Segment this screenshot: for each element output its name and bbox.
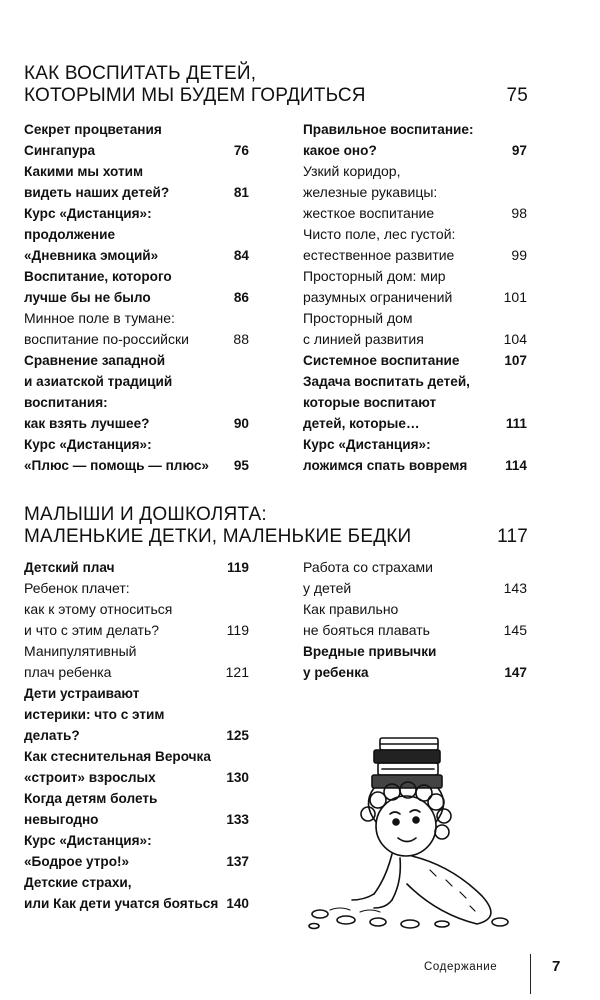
toc-entry-text: железные рукавицы: xyxy=(303,184,438,200)
toc-entry-line xyxy=(24,809,249,830)
toc-entry-line xyxy=(303,455,527,476)
toc-entry-text: «строит» взрослых xyxy=(24,770,156,785)
running-footer-label: Содержание xyxy=(424,961,498,973)
toc-entry-text: Секрет процветания xyxy=(24,122,162,137)
toc-entry-text: и что с этим делать? xyxy=(24,622,160,638)
toc-entry-line xyxy=(303,329,527,350)
toc-entry-page-number: 143 xyxy=(503,580,527,596)
toc-entry-page-number: 147 xyxy=(504,665,527,680)
toc-entry-line xyxy=(303,413,527,434)
toc-entry-line xyxy=(24,434,249,455)
toc-entry-text: Задача воспитать детей, xyxy=(303,374,470,389)
toc-entry-text: воспитание по-российски xyxy=(24,331,189,347)
toc-entry-line xyxy=(24,620,249,641)
section-1-title-line-1: КАК ВОСПИТАТЬ ДЕТЕЙ, xyxy=(24,63,257,84)
toc-entry-line xyxy=(303,599,527,620)
toc-entry-page-number: 119 xyxy=(227,560,249,575)
toc-entry-text: у ребенка xyxy=(303,665,369,680)
toc-entry-text: Как стеснительная Верочка xyxy=(24,749,211,764)
toc-entry-page-number: 125 xyxy=(226,728,249,743)
toc-entry-line xyxy=(303,245,527,266)
toc-entry-line xyxy=(24,872,249,893)
toc-entry-line xyxy=(24,767,249,788)
toc-entry-text: ложимся спать вовремя xyxy=(303,458,468,473)
toc-entry-line xyxy=(24,140,249,161)
toc-entry-text: Манипулятивный xyxy=(24,643,137,659)
section-1-right-column xyxy=(303,119,527,476)
toc-entry-line xyxy=(24,578,249,599)
toc-entry-page-number: 86 xyxy=(233,290,249,305)
toc-entry-text: Как правильно xyxy=(303,601,399,617)
section-2-title-line-2: МАЛЕНЬКИЕ ДЕТКИ, МАЛЕНЬКИЕ БЕДКИ xyxy=(24,526,412,547)
toc-entry-page-number: 95 xyxy=(233,458,249,473)
toc-entry-text: какое оно? xyxy=(303,143,377,158)
toc-entry-text: как к этому относиться xyxy=(24,601,173,617)
child-with-books-illustration xyxy=(300,730,530,930)
footer-divider xyxy=(530,954,531,994)
toc-entry-line xyxy=(303,434,527,455)
toc-entry-page-number: 121 xyxy=(225,664,249,680)
toc-entry-line xyxy=(24,308,249,329)
toc-entry-line xyxy=(24,329,249,350)
toc-entry-text: Правильное воспитание: xyxy=(303,122,474,137)
toc-entry-line xyxy=(24,851,249,872)
toc-entry-text: Когда детям болеть xyxy=(24,791,158,806)
toc-entry-line xyxy=(24,683,249,704)
toc-entry-line xyxy=(24,182,249,203)
toc-entry-text: видеть наших детей? xyxy=(24,185,170,200)
toc-entry-text: истерики: что с этим xyxy=(24,707,165,722)
toc-entry-text: не бояться плавать xyxy=(303,622,430,638)
toc-entry-page-number: 88 xyxy=(233,331,249,347)
toc-entry-text: Вредные привычки xyxy=(303,644,437,659)
toc-entry-text: Детский плач xyxy=(24,560,115,575)
toc-entry-page-number: 101 xyxy=(503,289,527,305)
section-2-page-number: 117 xyxy=(497,526,528,547)
toc-entry-line xyxy=(303,620,527,641)
toc-entry-line xyxy=(303,203,527,224)
toc-entry-text: Воспитание, которого xyxy=(24,269,172,284)
toc-entry-page-number: 98 xyxy=(511,205,527,221)
toc-entry-text: воспитания: xyxy=(24,395,108,410)
toc-entry-text: делать? xyxy=(24,728,80,743)
toc-entry-line xyxy=(24,224,249,245)
toc-entry-text: Чисто поле, лес густой: xyxy=(303,226,456,242)
toc-entry-line xyxy=(303,392,527,413)
toc-entry-line xyxy=(24,641,249,662)
toc-entry-page-number: 99 xyxy=(511,247,527,263)
toc-entry-text: Курс «Дистанция»: xyxy=(303,437,431,452)
toc-entry-line xyxy=(24,788,249,809)
section-2-heading xyxy=(24,504,528,548)
toc-entry-line xyxy=(24,266,249,287)
toc-entry-text: детей, которые… xyxy=(303,416,420,431)
toc-entry-line xyxy=(24,413,249,434)
toc-entry-page-number: 130 xyxy=(226,770,249,785)
section-2-right-column xyxy=(303,557,527,683)
toc-entry-page-number: 97 xyxy=(511,143,527,158)
toc-entry-line xyxy=(303,140,527,161)
toc-entry-text: Курс «Дистанция»: xyxy=(24,437,152,452)
toc-entry-line xyxy=(24,392,249,413)
toc-entry-text: Курс «Дистанция»: xyxy=(24,833,152,848)
toc-entry-page-number: 119 xyxy=(226,622,249,638)
toc-entry-line xyxy=(303,287,527,308)
toc-entry-text: и азиатской традиций xyxy=(24,374,173,389)
toc-entry-line xyxy=(24,455,249,476)
toc-entry-line xyxy=(303,308,527,329)
toc-entry-text: у детей xyxy=(303,580,352,596)
section-1-title-line-2: КОТОРЫМИ МЫ БУДЕМ ГОРДИТЬСЯ xyxy=(24,85,366,106)
toc-entry-text: Дети устраивают xyxy=(24,686,140,701)
toc-entry-line xyxy=(303,119,527,140)
toc-entry-text: Курс «Дистанция»: xyxy=(24,206,152,221)
toc-entry-text: которые воспитают xyxy=(303,395,437,410)
toc-entry-line xyxy=(303,224,527,245)
toc-entry-line xyxy=(24,119,249,140)
toc-entry-page-number: 111 xyxy=(505,416,527,431)
toc-entry-line xyxy=(24,203,249,224)
toc-entry-text: Сингапура xyxy=(24,143,96,158)
toc-entry-page-number: 104 xyxy=(503,331,527,347)
section-1-left-column xyxy=(24,119,249,476)
toc-entry-line xyxy=(24,557,249,578)
toc-entry-page-number: 84 xyxy=(233,248,249,263)
toc-entry-page-number: 81 xyxy=(233,185,249,200)
toc-entry-page-number: 114 xyxy=(505,458,527,473)
toc-entry-text: Сравнение западной xyxy=(24,353,166,368)
toc-entry-page-number: 140 xyxy=(226,896,249,911)
toc-entry-page-number: 145 xyxy=(503,622,527,638)
toc-entry-line xyxy=(24,371,249,392)
toc-entry-text: как взять лучшее? xyxy=(24,416,150,431)
toc-entry-text: невыгодно xyxy=(24,812,99,827)
toc-entry-line xyxy=(303,557,527,578)
toc-entry-text: Ребенок плачет: xyxy=(24,580,130,596)
toc-entry-line xyxy=(303,578,527,599)
toc-entry-line xyxy=(24,245,249,266)
toc-entry-text: «Плюс — помощь — плюс» xyxy=(24,458,209,473)
toc-entry-text: Работа со страхами xyxy=(303,559,433,575)
toc-entry-page-number: 90 xyxy=(233,416,249,431)
toc-entry-line xyxy=(303,350,527,371)
toc-entry-text: Узкий коридор, xyxy=(303,163,401,179)
section-1-heading xyxy=(24,63,528,107)
toc-entry-text: Системное воспитание xyxy=(303,353,460,368)
toc-entry-text: Минное поле в тумане: xyxy=(24,310,175,326)
toc-entry-text: естественное развитие xyxy=(303,247,455,263)
toc-entry-text: продолжение xyxy=(24,227,116,242)
toc-entry-text: Просторный дом: мир xyxy=(303,268,446,284)
toc-entry-text: лучше бы не было xyxy=(24,290,151,305)
toc-entry-line xyxy=(24,662,249,683)
toc-entry-line xyxy=(24,287,249,308)
folio-page-number: 7 xyxy=(552,958,561,975)
toc-entry-line xyxy=(24,725,249,746)
toc-entry-text: «Дневника эмоций» xyxy=(24,248,159,263)
toc-entry-text: Просторный дом xyxy=(303,310,413,326)
section-2-left-column xyxy=(24,557,249,914)
toc-entry-text: Какими мы хотим xyxy=(24,164,144,179)
toc-entry-page-number: 133 xyxy=(226,812,249,827)
toc-entry-line xyxy=(303,662,527,683)
toc-entry-text: плач ребенка xyxy=(24,664,112,680)
toc-entry-page-number: 76 xyxy=(233,143,249,158)
toc-entry-text: жесткое воспитание xyxy=(303,205,435,221)
toc-entry-line xyxy=(303,641,527,662)
toc-entry-line xyxy=(24,893,249,914)
toc-entry-text: или Как дети учатся бояться xyxy=(24,896,219,911)
toc-entry-line xyxy=(24,830,249,851)
toc-entry-text: разумных ограничений xyxy=(303,289,453,305)
toc-entry-text: «Бодрое утро!» xyxy=(24,854,130,869)
toc-entry-line xyxy=(24,161,249,182)
section-1-page-number: 75 xyxy=(506,85,528,106)
toc-entry-line xyxy=(24,350,249,371)
toc-entry-line xyxy=(24,704,249,725)
toc-entry-page-number: 107 xyxy=(504,353,527,368)
toc-entry-text: с линией развития xyxy=(303,331,424,347)
section-2-title-line-1: МАЛЫШИ И ДОШКОЛЯТА: xyxy=(24,504,267,525)
toc-entry-line xyxy=(24,746,249,767)
toc-entry-line xyxy=(303,371,527,392)
toc-entry-line xyxy=(303,266,527,287)
toc-entry-page-number: 137 xyxy=(226,854,249,869)
toc-entry-line xyxy=(303,161,527,182)
toc-entry-line xyxy=(303,182,527,203)
toc-entry-text: Детские страхи, xyxy=(24,875,132,890)
toc-entry-line xyxy=(24,599,249,620)
